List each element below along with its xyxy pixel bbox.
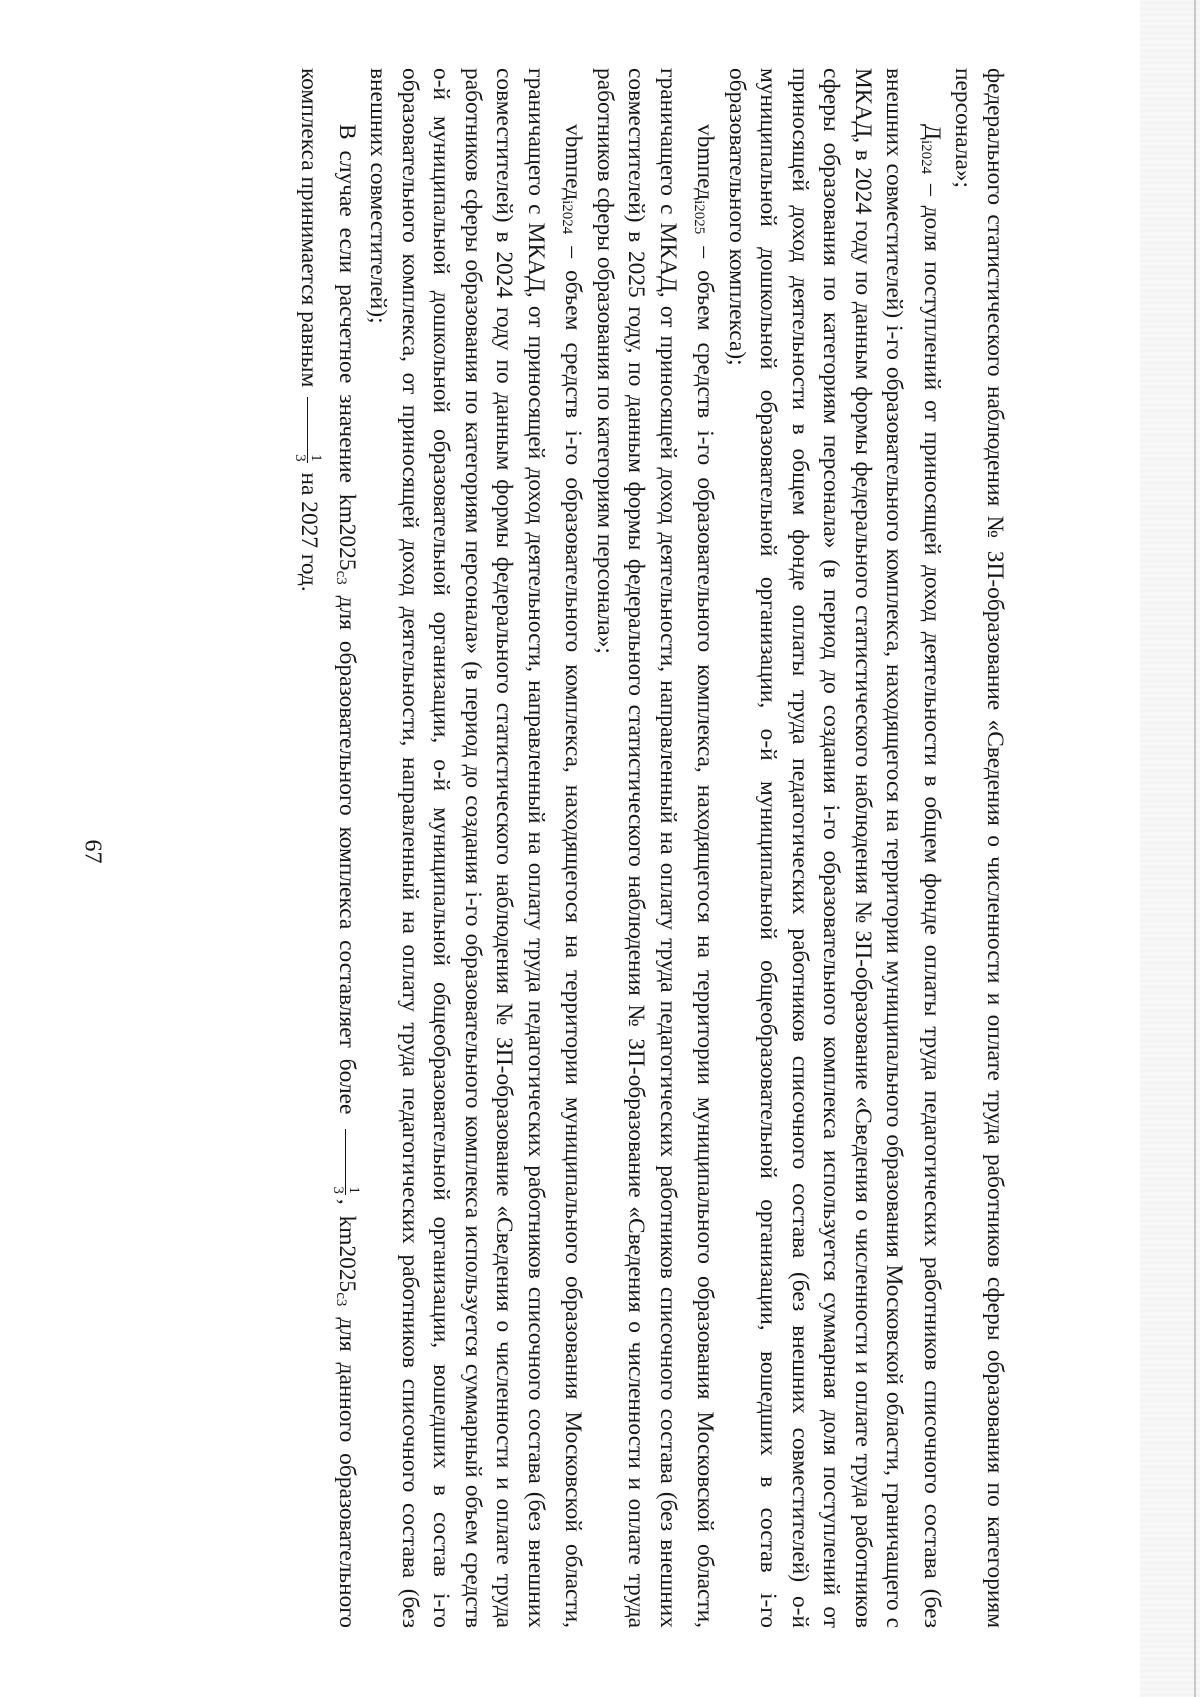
km-rule-text-e: на 2027 год.	[296, 466, 323, 592]
document-body	[190, 68, 1010, 1628]
symbol-vbm-2025: vbmпед	[692, 124, 719, 201]
symbol-vbm-2025-subscript: i2025	[691, 200, 708, 235]
paragraph-vbm-2025-text: – объем средств i-го образовательного комплекса, находящегося на территории муниципального образования Московской области, граничащего с МКАД, от приносящей доход деятельности, направленный на оплату труда педагогических работников списочного состава (без внешних совместителей) в 2025 году, по данным формы федерального статистического наблюдения № ЗП-образование «Сведения о численности и оплате труда работников сферы образования по категориям персонала»;	[592, 68, 719, 1628]
paragraph-continuation: федерального статистического наблюдения № ЗП-образование «Сведения о численности и оплате труда работников сферы образования по категориям персонала»;	[950, 68, 1008, 1628]
symbol-d-subscript: i2024	[918, 139, 934, 175]
km-subscript-1: c3	[333, 570, 349, 585]
fraction-one-third	[330, 1129, 361, 1195]
paragraph-d-text: – доля поступлений от приносящей доход деятельности в общем фонде оплаты труда педагогических работников списочного состава (без внешних совместителей) i-го образовательного комплекса, находящегося на территории муниципального образования Московской области, граничащего с МКАД, в 2024 году по данным формы федерального статистического наблюдения № ЗП-образование «Сведения о численности и оплате труда работников сферы образования по категориям персонала» (в период до создания i-го образовательного комплекса используется суммарная доля поступлений от приносящей доход деятельности в общем фонде оплаты труда педагогических работников списочного состава (без внешних совместителей) о-й муниципальной дошкольной образовательной организации, о-й муниципальной общеобразовательной организации, вошедших в состав i-го образовательного комплекса);	[724, 68, 945, 1628]
fraction-numerator-2: 1	[307, 397, 323, 463]
paragraph-vbm-2024-text: – объем средств i-го образовательного комплекса, находящегося на территории муниципального образования Московской области, граничащего с МКАД, от приносящей доход деятельности, направленный на оплату труда педагогических работников списочного состава (без внешних совместителей) в 2024 году по данным формы федерального статистического наблюдения № ЗП-образование «Сведения о численности и оплате труда работников сферы образования по категориям персонала» (в период до создания i-го образовательного комплекса используется суммарный объем средств о-й муниципальной дошкольной образовательной организации, о-й муниципальной общеобразовательной организации, вошедших в состав i-го образовательного комплекса, от приносящей доход деятельности, направленный на оплату труда педагогических работников списочного состава (без внешних совместителей);	[365, 68, 587, 1628]
fraction-numerator: 1	[345, 1129, 361, 1195]
km-rule-text-a: В случае если расчетное значение km2025	[334, 124, 360, 571]
scan-line	[1194, 0, 1196, 1697]
symbol-vbm-2024: vbmпед	[560, 124, 587, 201]
symbol-vbm-2024-subscript: i2024	[559, 200, 576, 235]
km-rule-text-c: , km2025	[334, 1198, 360, 1293]
fraction-denominator-2: 3	[292, 454, 309, 462]
fraction-denominator: 3	[329, 1186, 346, 1194]
km-rule-text-d: для данного образовательного комплекса принимается равным	[296, 68, 360, 1628]
paragraph-vbm-2025	[589, 68, 721, 1628]
scan-edge	[1140, 0, 1200, 1697]
paragraph-km-rule	[292, 68, 362, 1628]
paragraph-d-definition	[721, 68, 948, 1628]
page-number: 67	[79, 839, 106, 864]
fraction-one-third-2	[292, 397, 323, 463]
km-subscript-2: c3	[333, 1292, 349, 1307]
km-rule-text-b: для образовательного комплекса составляет более	[334, 584, 360, 1126]
symbol-d: Д	[919, 124, 945, 140]
paragraph-vbm-2024	[362, 68, 589, 1628]
